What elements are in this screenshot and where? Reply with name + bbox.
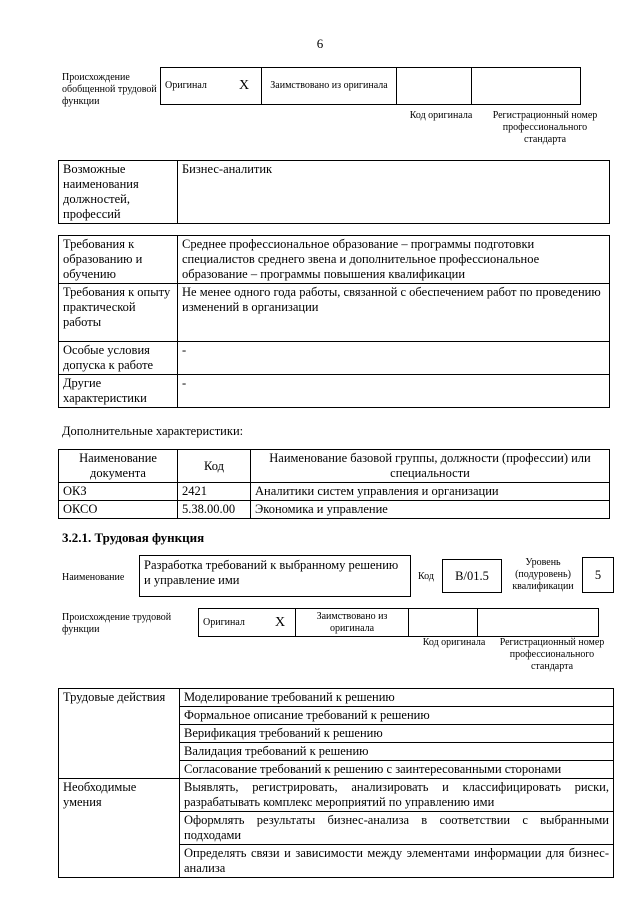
function-level-value: 5 [582, 557, 614, 593]
req-value-education: Среднее профессиональное образование – программы подготовки специалистов среднего звена и дополнительное профессиональное образование – программы повышения квалификации [178, 236, 610, 284]
action-item: Верификация требований к решению [180, 725, 614, 743]
extra-cell: Аналитики систем управления и организации [251, 483, 610, 501]
req-label-conditions: Особые условия допуска к работе [59, 342, 178, 375]
original-label: Оригинал [161, 68, 228, 105]
extra-cell: 5.38.00.00 [178, 501, 251, 519]
extra-cell: ОКСО [59, 501, 178, 519]
extra-header-code: Код [178, 450, 251, 483]
function-name-value: Разработка требований к выбранному решению и управление ими [139, 555, 411, 597]
skill-item: Выявлять, регистрировать, анализировать и классифицировать риски, разрабатывать комплекс мероприятий по управлению ими [180, 779, 614, 812]
original2-mark: X [265, 609, 296, 637]
extra-header-name: Наименование базовой группы, должности (профессии) или специальности [251, 450, 610, 483]
reg-caption: Регистрационный номер профессионального стандарта [492, 110, 598, 145]
extra-cell: Экономика и управление [251, 501, 610, 519]
actions-table [58, 688, 614, 878]
req-label-experience: Требования к опыту практической работы [59, 284, 178, 342]
function-code-label: Код [418, 571, 434, 582]
extra-cell: ОКЗ [59, 483, 178, 501]
requirements-table [58, 235, 610, 408]
function-level-label: Уровень (подуровень) квалификации [512, 557, 574, 592]
original-code-cell [397, 68, 472, 105]
borrowed-label: Заимствовано из оригинала [262, 68, 397, 105]
req-label-other: Другие характеристики [59, 375, 178, 408]
original2-label: Оригинал [199, 609, 266, 637]
extra-title: Дополнительные характеристики: [62, 424, 244, 438]
origin-label: Происхождение обобщенной трудовой функции [62, 72, 157, 107]
action-item: Согласование требований к решению с заинтересованными сторонами [180, 761, 614, 779]
code2-caption: Код оригинала [422, 637, 486, 648]
req-value-experience: Не менее одного года работы, связанной с обеспечением работ по проведению изменений в организации [178, 284, 610, 342]
job-titles-table [58, 160, 610, 224]
req-value-other: - [178, 375, 610, 408]
origin2-label: Происхождение трудовой функции [62, 612, 172, 635]
skill-item: Оформлять результаты бизнес-анализа в соответствии с выбранными подходами [180, 812, 614, 845]
req-value-conditions: - [178, 342, 610, 375]
section-title: 3.2.1. Трудовая функция [62, 530, 205, 545]
origin2-table [198, 608, 599, 637]
req-label-education: Требования к образованию и обучению [59, 236, 178, 284]
reg2-number-cell [478, 609, 599, 637]
job-titles-value: Бизнес-аналитик [178, 161, 610, 224]
actions-label: Трудовые действия [59, 689, 180, 779]
original-mark: X [227, 68, 262, 105]
function-code-value: B/01.5 [442, 559, 502, 593]
origin-table [160, 67, 581, 105]
skills-label: Необходимые умения [59, 779, 180, 878]
page-number: 6 [316, 36, 324, 51]
reg2-caption: Регистрационный номер профессионального стандарта [499, 637, 605, 672]
job-titles-label: Возможные наименования должностей, профессий [59, 161, 178, 224]
extra-table [58, 449, 610, 519]
reg-number-cell [472, 68, 581, 105]
original2-code-cell [409, 609, 478, 637]
function-name-label: Наименование [62, 572, 125, 583]
skill-item: Определять связи и зависимости между элементами информации для бизнес-анализа [180, 845, 614, 878]
code-caption: Код оригинала [409, 110, 473, 121]
action-item: Формальное описание требований к решению [180, 707, 614, 725]
extra-header-doc: Наименование документа [59, 450, 178, 483]
action-item: Моделирование требований к решению [180, 689, 614, 707]
borrowed2-label: Заимствовано из оригинала [296, 609, 409, 637]
action-item: Валидация требований к решению [180, 743, 614, 761]
extra-cell: 2421 [178, 483, 251, 501]
